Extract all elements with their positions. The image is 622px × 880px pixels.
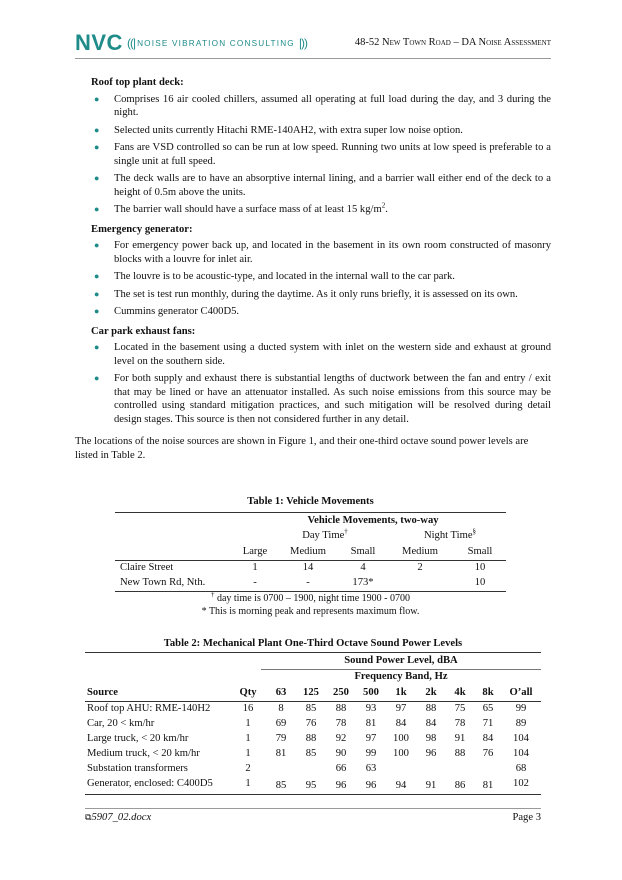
list-item: ● Selected units currently Hitachi RME-140AH2, with extra super low noise option.: [94, 124, 463, 136]
table-cell: 90: [335, 748, 347, 759]
table-cell: 85: [305, 748, 317, 759]
table-rule: [115, 591, 506, 592]
table-cell: 2: [417, 562, 423, 573]
table-cell: 79: [275, 733, 287, 744]
table-cell: 75: [454, 703, 466, 714]
table1-day-header: Day Time†: [302, 527, 348, 541]
table-cell: 10: [474, 562, 486, 573]
table-cell: 102: [513, 778, 529, 789]
table-cell: 88: [454, 748, 466, 759]
table-cell: 92: [335, 733, 347, 744]
column-header-band: 125: [303, 687, 319, 698]
list-item: ● The set is test run monthly, during the daytime. As it only runs briefly, it is assessed on its own.: [94, 288, 518, 300]
document-body: [75, 76, 551, 462]
table-cell: 104: [513, 748, 529, 759]
table-cell: 69: [275, 718, 287, 729]
column-header-band: 2k: [425, 687, 437, 698]
table1-night-header: Night Time§: [423, 527, 477, 541]
table-cell: -: [253, 577, 257, 588]
footer-filename: ⧉5907_02.docx: [85, 812, 152, 823]
table-cell: 81: [365, 718, 377, 729]
table2-sub-header: Frequency Band, Hz: [354, 671, 448, 682]
table-cell: 99: [515, 703, 527, 714]
column-header-band: 4k: [454, 687, 466, 698]
column-header-source: Source: [87, 687, 118, 698]
table-row-source: Car, 20 < km/hr: [87, 718, 155, 729]
table-cell: 65: [482, 703, 494, 714]
page-header: [75, 28, 551, 59]
bullet-icon: ●: [94, 271, 100, 281]
table-cell: 93: [365, 703, 377, 714]
bullet-list-car-park: [75, 341, 551, 426]
table-cell: 104: [513, 733, 529, 744]
table-cell: 63: [365, 763, 377, 774]
bullet-list-generator: [75, 239, 551, 319]
table-cell: 173*: [352, 577, 374, 588]
column-header-band: 63: [275, 687, 287, 698]
table-cell: 84: [395, 718, 407, 729]
bullet-list-roof-top: [75, 93, 551, 217]
column-header-band: 250: [333, 687, 349, 698]
section-heading-car-park: Car park exhaust fans:: [91, 325, 196, 337]
table-row-label: New Town Rd, Nth.: [120, 577, 206, 588]
table2-group-header: Sound Power Level, dBA: [344, 655, 458, 666]
list-item: ● The deck walls are to have an absorptive internal lining, and a barrier wall either end of the deck to a height of 0.5m above the units.: [94, 173, 551, 198]
table-cell: 68: [515, 763, 527, 774]
bullet-icon: ●: [94, 173, 100, 183]
table-cell: 88: [335, 703, 347, 714]
table-cell-qty: 16: [242, 703, 254, 714]
column-header: Medium: [290, 546, 326, 557]
table-cell: 78: [454, 718, 466, 729]
bullet-icon: ●: [94, 142, 100, 152]
column-header-band: 8k: [482, 687, 494, 698]
table-cell-qty: 1: [245, 733, 251, 744]
table-cell: 97: [395, 703, 407, 714]
table-cell: 96: [365, 780, 377, 791]
list-item: ● Comprises 16 air cooled chillers, assumed all operating at full load during the day, and 3 during the night.: [94, 93, 551, 118]
page-number: Page 3: [512, 812, 541, 823]
table-cell: 71: [482, 718, 494, 729]
table1-group-header: Vehicle Movements, two-way: [307, 515, 439, 526]
column-header-qty: Qty: [239, 687, 257, 698]
sound-wave-icon: |)): [298, 36, 307, 50]
table-cell-qty: 1: [245, 748, 251, 759]
list-item: ● Cummins generator C400D5.: [94, 306, 240, 317]
table-rule: [85, 794, 541, 795]
table-cell: 76: [482, 748, 494, 759]
section-heading-roof-top: Roof top plant deck:: [91, 77, 184, 88]
table1-footnote-peak: * This is morning peak and represents maximum flow.: [201, 606, 420, 617]
table1-title: Table 1: Vehicle Movements: [247, 496, 374, 507]
file-link-icon: ⧉: [85, 812, 92, 822]
table-cell: 100: [393, 733, 409, 744]
column-header-band: 1k: [395, 687, 407, 698]
column-header: Medium: [402, 546, 438, 557]
table-cell: 66: [335, 763, 347, 774]
table-rule: [115, 512, 506, 513]
table-rule: [261, 669, 541, 670]
table-cell: 91: [454, 733, 466, 744]
logo-company-name: NOISE VIBRATION CONSULTING: [137, 38, 295, 48]
table-row-source: Roof top AHU: RME-140H2: [87, 703, 211, 714]
column-header: Small: [350, 546, 376, 557]
column-header-band: O’all: [509, 687, 533, 698]
bullet-icon: ●: [94, 204, 100, 214]
list-item: ● For both supply and exhaust there is substantial lengths of ductwork between the fan and entry / exit that may be lined or have an attenuator installed. As such noise emissions from this source may be controlled using standard mitigation practices, and such mitigation will be resolved during detail design stages. This source is then not considered further in any detail.: [94, 373, 551, 425]
table1-footnote-day: † day time is 0700 – 1900, night time 1900 - 0700: [210, 590, 411, 604]
table-cell: 97: [365, 733, 377, 744]
list-item: ● The louvre is to be acoustic-type, and located in the internal wall to the car park.: [94, 271, 455, 282]
bullet-icon: ●: [94, 288, 100, 299]
bullet-icon: ●: [94, 306, 100, 316]
table-cell: 91: [425, 780, 437, 791]
table-row-source: Large truck, < 20 km/hr: [87, 733, 189, 744]
bullet-icon: ●: [94, 240, 100, 250]
table-rule: [85, 652, 541, 653]
table-cell: 76: [305, 718, 317, 729]
list-item: ● Fans are VSD controlled so can be run at low speed. Running two units at low speed is preferable to a single unit at full speed.: [94, 142, 551, 167]
table-cell: 14: [302, 562, 314, 573]
table-cell: 81: [275, 748, 287, 759]
list-item: ● For emergency power back up, and located in the basement in its own room constructed of masonry blocks with a louvre for inlet air.: [94, 240, 551, 265]
table-cell: 88: [305, 733, 317, 744]
table-cell: 84: [482, 733, 494, 744]
list-item: ● Located in the basement using a ducted system with inlet on the western side and exhaust at ground level on the southern side.: [94, 342, 551, 367]
table-row-source: Medium truck, < 20 km/hr: [87, 748, 200, 759]
bullet-icon: ●: [94, 93, 100, 104]
bullet-icon: ●: [94, 124, 100, 135]
company-logo: [75, 30, 309, 56]
column-header-band: 500: [363, 687, 379, 698]
column-header: Large: [242, 546, 268, 557]
table-cell: 85: [275, 780, 287, 791]
table-cell: 95: [305, 780, 317, 791]
table-row-source: Substation transformers: [87, 763, 188, 774]
table-row-source: Generator, enclosed: C400D5: [87, 778, 213, 789]
logo-abbreviation: NVC: [75, 30, 123, 55]
table-cell: 85: [305, 703, 317, 714]
table-cell: 89: [515, 718, 527, 729]
table-cell: 81: [482, 780, 494, 791]
document-title: 48-52 New Town Road – DA Noise Assessment: [354, 37, 551, 48]
bullet-icon: ●: [94, 342, 100, 352]
body-paragraph: The locations of the noise sources are shown in Figure 1, and their one-third octave sound power levels are listed in Table 2.: [75, 436, 529, 461]
table-cell: 4: [360, 562, 366, 573]
table-cell: 99: [365, 748, 377, 759]
list-item: ● The barrier wall should have a surface mass of at least 15 $kg/m^2$.: [94, 201, 388, 215]
table-cell: 96: [425, 748, 437, 759]
table-cell-qty: 1: [245, 778, 251, 789]
table2-title: Table 2: Mechanical Plant One-Third Octave Sound Power Levels: [163, 638, 463, 649]
table-cell: -: [306, 577, 310, 588]
table-cell: 96: [335, 780, 347, 791]
table-cell: 86: [454, 780, 466, 791]
table-cell: 78: [335, 718, 347, 729]
sound-wave-icon: ((|: [126, 36, 136, 50]
page-footer: [85, 808, 541, 823]
table-row-label: Claire Street: [120, 562, 174, 573]
table-cell-qty: 1: [245, 718, 251, 729]
table-cell: 98: [425, 733, 437, 744]
table-cell: 88: [425, 703, 437, 714]
table-cell-qty: 2: [245, 763, 251, 774]
section-heading-generator: Emergency generator:: [91, 223, 193, 235]
table-cell: 84: [425, 718, 437, 729]
table-rule: [85, 701, 541, 702]
table-rule: [115, 560, 506, 561]
table-cell: 8: [278, 703, 284, 714]
table-cell: 1: [252, 562, 258, 573]
table-cell: 100: [393, 748, 409, 759]
bullet-icon: ●: [94, 373, 100, 383]
table-cell: 10: [474, 577, 486, 588]
table-cell: 94: [395, 780, 407, 791]
column-header: Small: [467, 546, 493, 557]
